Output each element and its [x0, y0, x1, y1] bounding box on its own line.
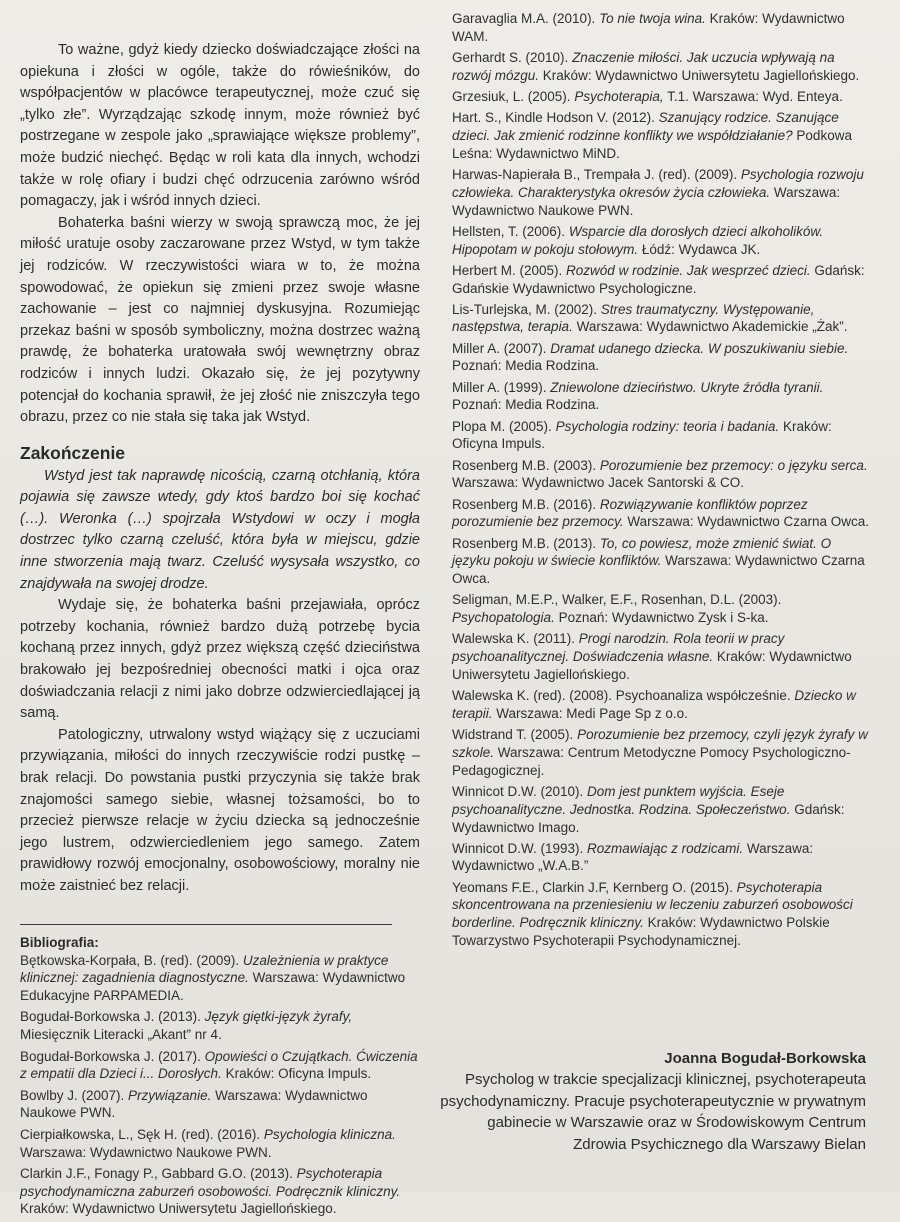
- bibliography-entry-author: Bowlby J. (2007).: [20, 1087, 129, 1103]
- bibliography-entry: [452, 166, 872, 219]
- bibliography-entry-author: Cierpiałkowska, L., Sęk H. (red). (2016).: [20, 1126, 264, 1142]
- bibliography-entry-title: Progi narodzin. Rola teorii w pracy psychoanalitycznej. Doświadczenia własne.: [452, 631, 785, 665]
- bibliography-entry-author: Rosenberg M.B. (2003).: [452, 457, 600, 473]
- bibliography-entry: [452, 840, 872, 876]
- bibliography-entry-author: Winnicot D.W. (2010).: [452, 783, 588, 799]
- bibliography-entry: [20, 1165, 420, 1218]
- bibliography-entry-publisher: Miesięcznik Literacki „Akant” nr 4.: [20, 1026, 222, 1042]
- bibliography-entry-title: Dziecko w terapii.: [452, 688, 856, 721]
- bibliography-entry-publisher: Gdańsk: Gdańskie Wydawnictwo Psychologiczne.: [452, 262, 865, 296]
- bibliography-entry-title: Przywiązanie.: [128, 1087, 212, 1103]
- bibliography-entry-publisher: Warszawa: Wydawnictwo Naukowe PWN.: [452, 184, 841, 218]
- bibliography-entry: [452, 88, 872, 106]
- bibliography-entry-author: Plopa M. (2005).: [452, 418, 556, 434]
- bibliography-entry-title: Psychoterapia psychodynamiczna zaburzeń osobowości. Podręcznik kliniczny.: [20, 1166, 401, 1199]
- bibliography-entry-publisher: Warszawa: Wydawnictwo „W.A.B.”: [452, 840, 814, 874]
- bibliography-entry-publisher: Poznań: Media Rodzina.: [452, 358, 600, 374]
- bibliography-entry-publisher: Warszawa: Wydawnictwo Jacek Santorski & CO.: [452, 475, 744, 491]
- bibliography-entry-title: Psychologia rodziny: teoria i badania.: [555, 418, 780, 434]
- bibliography-entry-publisher: Kraków: Wydawnictwo WAM.: [452, 11, 845, 44]
- bibliography-entry-title: Rozwiązywanie konfliktów poprzez porozumienie bez przemocy.: [452, 496, 808, 530]
- bibliography-entry: [452, 457, 872, 493]
- bibliography-entry: [452, 10, 872, 46]
- bibliography-entry-author: Miller A. (2007).: [452, 340, 551, 356]
- bibliography-entry-title: Psychologia rozwoju człowieka. Charakterystyka okresów życia człowieka.: [452, 166, 864, 200]
- bibliography-entry-author: Hart. S., Kindle Hodson V. (2012).: [452, 110, 659, 126]
- bibliography-entry-author: Lis-Turlejska, M. (2002).: [452, 301, 601, 317]
- bibliography-entry-author: Harwas-Napierała B., Trempała J. (red). (2009).: [452, 166, 741, 182]
- bibliography-entry: [452, 379, 872, 415]
- bibliography-entry-publisher: T.1. Warszawa: Wyd. Enteya.: [663, 88, 843, 104]
- bibliography-entry-author: Walewska K. (2011).: [452, 631, 579, 647]
- bibliography-entry-title: Szanujący rodzice. Szanujące dzieci. Jak zmienić rodzinne konflikty we współdziałanie?: [452, 110, 839, 143]
- bibliography-entry: [452, 49, 872, 85]
- bibliography-entry-title: Język giętki-język żyrafy,: [204, 1009, 353, 1025]
- bibliography-entry-title: Porozumienie bez przemocy: o języku serca.: [599, 457, 868, 473]
- bibliography-entry: [452, 301, 872, 337]
- bibliography-entry: [20, 1048, 420, 1083]
- bibliography-entry-publisher: Gdańsk: Wydawnictwo Imago.: [452, 801, 845, 835]
- bibliography-entry: [452, 535, 872, 588]
- body-paragraph: Bohaterka baśni wierzy w swoją sprawczą moc, że jej miłość uratuje osoby zaczarowane przez Wstyd, w tym także jej rodziców. W rzeczywistości wiara w to, że można spowodować, że opiekun się zmieni przez swoje własne zachowanie – jest co najmniej dyskusyjna. Rozumiejąc przekaz baśni w sposób symboliczny, można dostrzec ważną prawdę, że bohaterka uratowała swój wewnętrzny obraz rodziców i innych ludzi. Okazało się, że jej pozytywny potencjał do kochania sprawił, że jej złość nie zniszczyła tego obrazu, przez co nie stała się taka jak Wstyd.: [20, 214, 420, 426]
- author-note: [440, 1048, 866, 1155]
- bibliography-entry: [452, 262, 872, 298]
- bibliography-entry-publisher: Podkowa Leśna: Wydawnictwo MiND.: [452, 127, 852, 161]
- bibliography-entry-publisher: Kraków: Wydawnictwo Polskie Towarzystwo Psychoterapii Psychodynamicznej.: [452, 915, 830, 949]
- bibliography-entry-publisher: Kraków: Oficyna Impuls.: [452, 418, 832, 452]
- bibliography-entry-publisher: Kraków: Wydawnictwo Uniwersytetu Jagiellońskiego.: [20, 1201, 337, 1217]
- bibliography-entry-author: Winnicot D.W. (1993).: [452, 840, 588, 856]
- bibliography-entry-author: Herbert M. (2005).: [452, 262, 567, 278]
- section-divider: [20, 924, 392, 925]
- bibliography-entry-title: Psychopatologia.: [452, 610, 555, 626]
- bibliography-entry-title: Uzależnienia w praktyce klinicznej: zagadnienia diagnostyczne.: [20, 952, 389, 986]
- bibliography-list: [20, 952, 420, 1218]
- bibliography-entry-author: Walewska K. (red). (2008). Psychoanaliza współcześnie.: [452, 688, 795, 704]
- bibliography-entry-publisher: Warszawa: Wydawnictwo Edukacyjne PARPAMEDIA.: [20, 970, 406, 1003]
- bibliography-entry: [20, 1087, 420, 1122]
- block-quote: Wstyd jest tak naprawdę nicością, czarną otchłanią, która pojawia się zawsze wtedy, gdy ktoś bardzo boi się kochać (…). Weronka (…) spojrzała Wstydowi w oczy i mogła dostrzec tylko czarną czeluść, która była w miejscu, gdzie inne stworzenia mają twarz. Czeluść wysysała wszystko, co znajdywała na swojej drodze.: [20, 467, 420, 592]
- bibliography-entry-publisher: Warszawa: Medi Page Sp z o.o.: [492, 705, 688, 721]
- bibliography-entry-author: Clarkin J.F., Fonagy P., Gabbard G.O. (2013).: [20, 1166, 297, 1182]
- bibliography-entry-author: Rosenberg M.B. (2016).: [452, 496, 600, 512]
- bibliography-entry-author: Yeomans F.E., Clarkin J.F, Kernberg O. (2015).: [452, 879, 737, 895]
- left-column: [20, 40, 420, 1222]
- bibliography-entry-title: To, co powiesz, może zmienić świat. O języku pokoju w świecie konfliktów.: [452, 535, 832, 569]
- bibliography-entry-author: Gerhardt S. (2010).: [452, 49, 573, 65]
- bibliography-entry: [452, 630, 872, 683]
- bibliography-entry-title: Opowieści o Czujątkach. Ćwiczenia z empatii dla Dzieci i... Dorosłych.: [20, 1048, 418, 1082]
- bibliography-entry-publisher: Kraków: Wydawnictwo Uniwersytetu Jagiellońskiego.: [452, 649, 852, 682]
- bibliography-entry-author: Bętkowska-Korpała, B. (red). (2009).: [20, 952, 243, 968]
- bibliography-entry-title: Rozmawiając z rodzicami.: [587, 840, 744, 856]
- bibliography-entry-title: Dramat udanego dziecka. W poszukiwaniu siebie.: [550, 340, 849, 356]
- bibliography-entry-publisher: Poznań: Wydawnictwo Zysk i S-ka.: [554, 610, 769, 626]
- bibliography-entry: [452, 340, 872, 376]
- bibliography-entry-title: Wsparcie dla dorosłych dzieci alkoholików. Hipopotam w pokoju stołowym.: [452, 223, 824, 257]
- body-paragraph: To ważne, gdyż kiedy dziecko doświadczające złości na opiekuna i złości w ogóle, także do rówieśników, do współpacjentów w placówce terapeutycznej, może czuć się „tylko złe”. Wyrządzając szkodę innym, może również być postrzegane w zespole jako „sprawiające większe problemy”, może budzić niechęć. Będąc w roli kata dla innych, wchodzi także w rolę ofiary i budzi chęć odrzucenia zarówno wśród pomagaczy, jak i wśród innych dzieci.: [20, 42, 420, 210]
- bibliography-entry-author: Seligman, M.E.P., Walker, E.F., Rosenhan, D.L. (2003).: [452, 592, 782, 608]
- bibliography-entry: [452, 109, 872, 162]
- bibliography-entry: [452, 591, 872, 627]
- bibliography-entry-title: Psychoterapia skoncentrowana na przeniesieniu w leczeniu zaburzeń osobowości borderline. Podręcznik kliniczny.: [452, 879, 853, 931]
- body-paragraph: Wydaje się, że bohaterka baśni przejawiała, oprócz potrzeby kochania, również bardzo dużą potrzebę bycia kochaną przez innych, gdyż przez większą część dzieciństwa brakowało jej bezpośredniej obecności matki i ojca oraz doświadczania relacji z nimi jako dobrze odzwierciedlającej ją samą.: [20, 597, 420, 722]
- author-name: Joanna Bogudał-Borkowska: [664, 1050, 866, 1067]
- body-paragraph: Patologiczny, utrwalony wstyd wiążący się z uczuciami przywiązania, miłości do innych rzeczywiście rodzi pustkę – brak relacji. Do powstania pustki przyczynia się także brak znajomości samego siebie, własnej tożsamości, bo to przecież pierwsze relacje w życiu dziecka są jednocześnie jego lustrem, odzwierciedleniem jego samego. Zatem prawidłowy rozwój emocjonalny, osobowościowy, moralny nie może zaistnieć bez relacji.: [20, 726, 420, 894]
- bibliography-entry: [452, 879, 872, 950]
- bibliography-entry: [20, 1126, 420, 1161]
- bibliography-entry-author: Garavaglia M.A. (2010).: [452, 11, 600, 26]
- bibliography-entry-title: Rozwód w rodzinie. Jak wesprzeć dzieci.: [566, 262, 811, 278]
- section-title: Zakończenie: [20, 442, 126, 463]
- bibliography-entry: [20, 1008, 420, 1043]
- bibliography-entry-publisher: Warszawa: Wydawnictwo Czarna Owca.: [452, 553, 865, 587]
- bibliography-entry: [452, 496, 872, 532]
- bibliography-entry: [452, 687, 872, 723]
- bibliography-entry-author: Rosenberg M.B. (2013).: [452, 535, 600, 551]
- bibliography-entry-publisher: Warszawa: Wydawnictwo Naukowe PWN.: [20, 1087, 368, 1121]
- bibliography-entry-author: Widstrand T. (2005).: [452, 727, 578, 743]
- bibliography-entry-publisher: Poznań: Media Rodzina.: [452, 397, 600, 413]
- bibliography-entry-publisher: Kraków: Oficyna Impuls.: [221, 1066, 372, 1082]
- bibliography-list: [452, 10, 872, 950]
- right-column: [452, 10, 872, 953]
- bibliography-title: Bibliografia:: [20, 934, 99, 950]
- bibliography-entry: [20, 952, 420, 1005]
- bibliography-entry-title: To nie twoja wina.: [599, 11, 706, 26]
- bibliography-entry-publisher: Warszawa: Wydawnictwo Naukowe PWN.: [20, 1144, 272, 1160]
- bibliography-entry-title: Dom jest punktem wyjścia. Eseje psychoanalityczne. Jednostka. Rodzina. Społeczeństwo.: [452, 783, 791, 817]
- bibliography-entry-publisher: Warszawa: Wydawnictwo Czarna Owca.: [623, 514, 870, 530]
- bibliography-entry: [452, 726, 872, 779]
- bibliography-entry-title: Znaczenie miłości. Jak uczucia wpływają na rozwój mózgu.: [452, 49, 835, 83]
- bibliography-entry-title: Porozumienie bez przemocy, czyli język żyrafy w szkole.: [452, 727, 868, 760]
- bibliography-entry: [452, 783, 872, 836]
- bibliography-entry-publisher: Łódź: Wydawca JK.: [638, 241, 761, 257]
- bibliography-entry-author: Miller A. (1999).: [452, 379, 551, 395]
- bibliography-entry-title: Psychoterapia,: [574, 88, 664, 104]
- bibliography-entry-publisher: Kraków: Wydawnictwo Uniwersytetu Jagiellońskiego.: [539, 67, 860, 83]
- bibliography-entry: [452, 223, 872, 259]
- bibliography-entry: [452, 418, 872, 454]
- bibliography-entry-author: Bogudał-Borkowska J. (2013).: [20, 1009, 205, 1025]
- author-bio: Psycholog w trakcie specjalizacji klinicznej, psychoterapeuta psychodynamiczny. Pracuje psychoterapeutycznie w prywatnym gabinecie w Warszawie oraz w Środowiskowym Centrum Zdrowia Psychicznego dla Warszawy Bielan: [440, 1071, 866, 1153]
- bibliography-entry-title: Zniewolone dzieciństwo. Ukryte źródła tyranii.: [550, 379, 824, 395]
- bibliography-entry-author: Bogudał-Borkowska J. (2017).: [20, 1048, 205, 1064]
- bibliography-entry-title: Stres traumatyczny. Występowanie, następstwa, terapia.: [452, 301, 815, 335]
- bibliography-entry-publisher: Warszawa: Wydawnictwo Akademickie „Żak”.: [572, 319, 848, 335]
- bibliography-entry-author: Grzesiuk, L. (2005).: [452, 88, 575, 104]
- bibliography-entry-title: Psychologia kliniczna.: [263, 1126, 396, 1142]
- bibliography-entry-publisher: Warszawa: Centrum Metodyczne Pomocy Psychologiczno-Pedagogicznej.: [452, 744, 851, 778]
- bibliography-entry-author: Hellsten, T. (2006).: [452, 223, 569, 239]
